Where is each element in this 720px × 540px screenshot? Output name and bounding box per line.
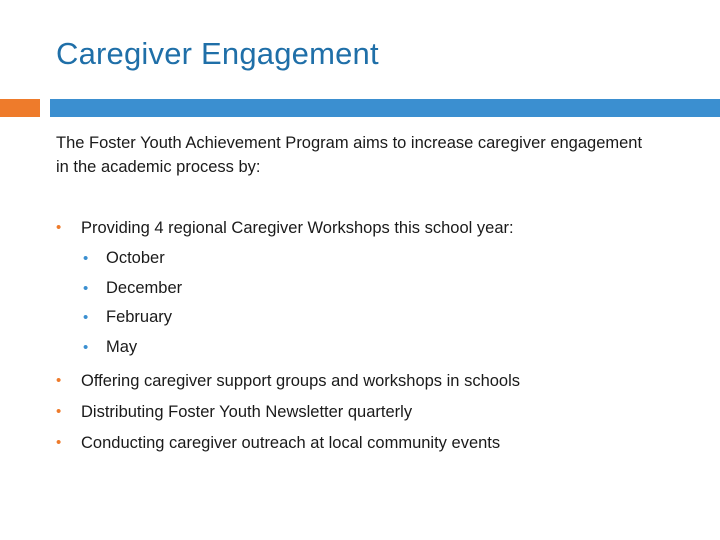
- bullet-text: Providing 4 regional Caregiver Workshops this school year:: [81, 219, 514, 237]
- sub-bullet-text: February: [106, 308, 173, 326]
- sub-bullet-text: December: [106, 278, 183, 297]
- bullet-text: Distributing Foster Youth Newsletter quarterly: [81, 403, 413, 421]
- sub-bullet-dot-icon: •: [83, 338, 89, 356]
- bullet-text: Offering caregiver support groups and workshops in schools: [81, 372, 521, 390]
- bullet-item: [56, 369, 676, 393]
- slide-title: Caregiver Engagement: [56, 36, 379, 71]
- bullet-item: [56, 431, 676, 455]
- bullet-dot-icon: •: [56, 403, 62, 420]
- sub-bullet-item: [81, 303, 676, 333]
- accent-bar-blue: [50, 99, 720, 117]
- sub-bullet-list: [81, 244, 676, 362]
- intro-text: The Foster Youth Achievement Program aims to increase caregiver engagement in the academic process by:: [56, 134, 643, 176]
- bullet-dot-icon: •: [56, 434, 62, 451]
- bullet-dot-icon: •: [56, 219, 62, 236]
- accent-bar-orange: [0, 99, 40, 117]
- sub-bullet-text: October: [106, 249, 165, 267]
- bullet-item: [56, 400, 676, 424]
- bullet-item: [56, 216, 676, 362]
- sub-bullet-dot-icon: •: [83, 279, 89, 297]
- sub-bullet-text: May: [106, 337, 138, 356]
- sub-bullet-item: [81, 274, 676, 304]
- bullet-text: Conducting caregiver outreach at local community events: [81, 434, 501, 452]
- bullet-list: [56, 216, 676, 462]
- sub-bullet-dot-icon: •: [83, 309, 89, 326]
- sub-bullet-item: [81, 244, 676, 274]
- sub-bullet-dot-icon: •: [83, 250, 89, 267]
- bullet-dot-icon: •: [56, 372, 62, 389]
- sub-bullet-item: [81, 333, 676, 363]
